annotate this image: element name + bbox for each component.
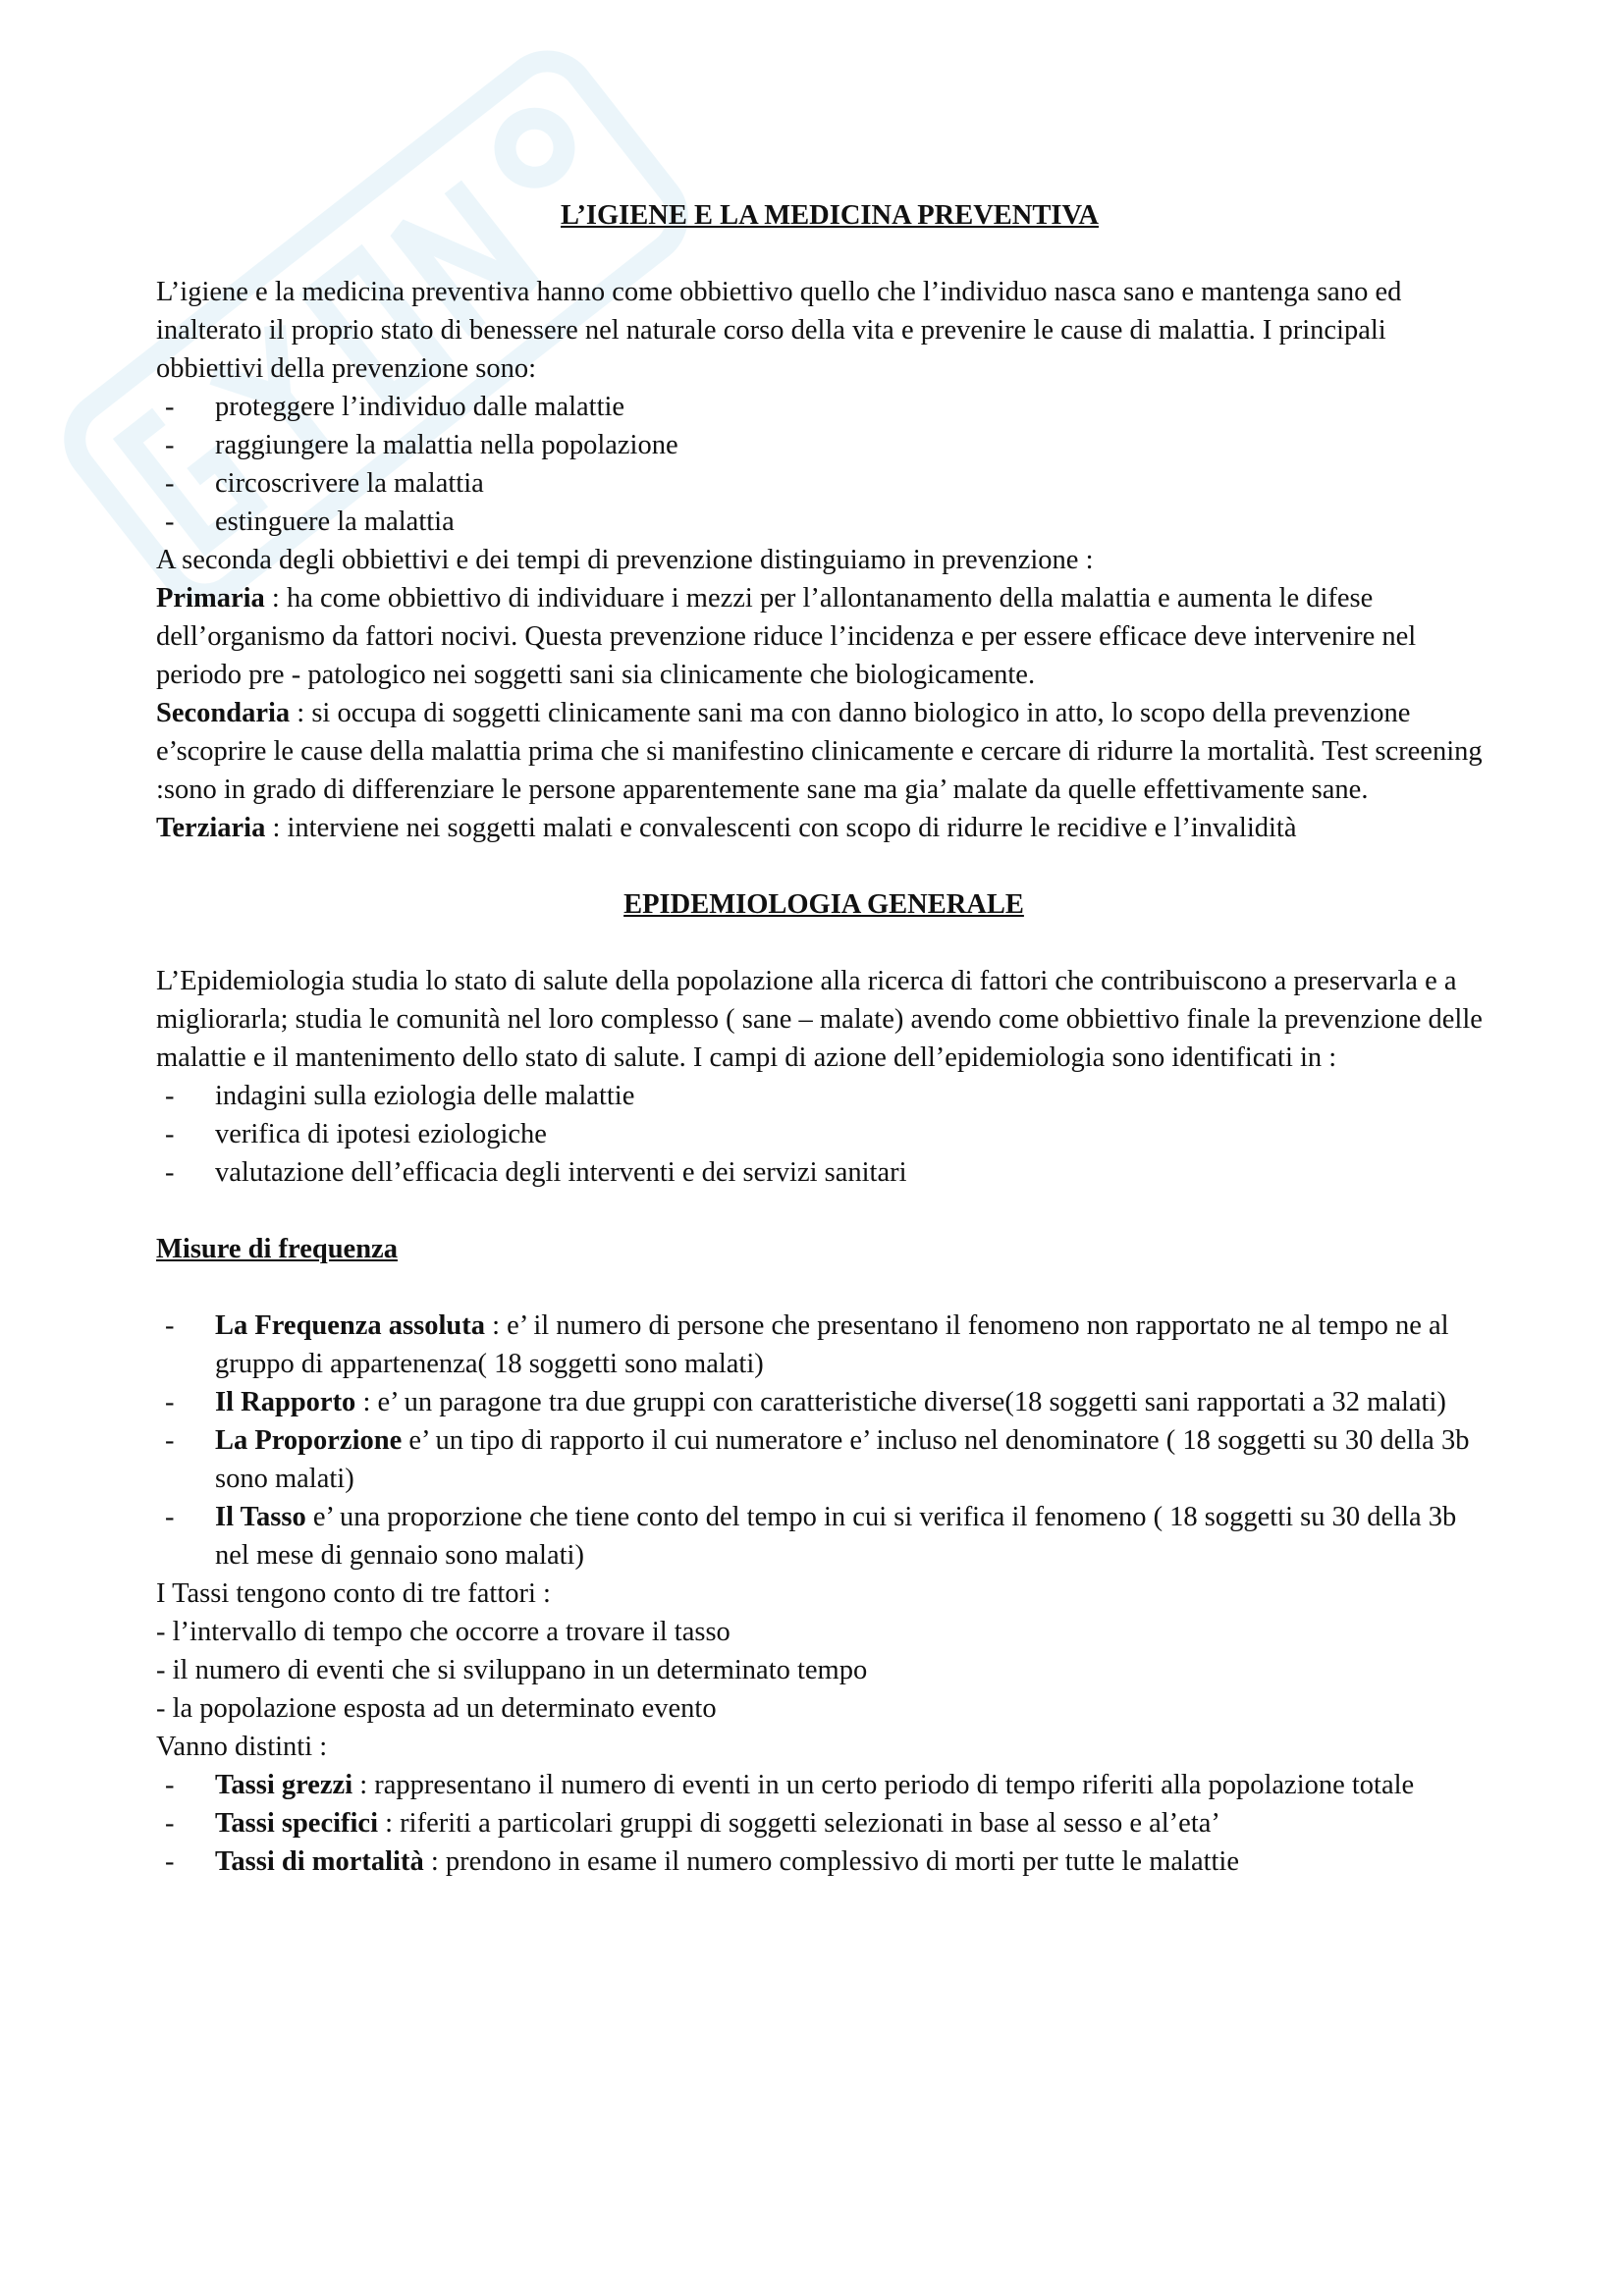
term-label: Terziaria	[156, 813, 266, 843]
list-item: - indagini sulla eziologia delle malattie	[156, 1077, 1491, 1115]
factor-line: - l’intervallo di tempo che occorre a trovare il tasso	[156, 1617, 730, 1647]
paragraph-epidemiologia-intro: L’Epidemiologia studia lo stato di salute della popolazione alla ricerca di fattori che contribuiscono a preservarla e a migliorarla; studia le comunità nel loro complesso ( sane – malate) avendo come obbiettivo finale la prevenzione delle malattie e il mantenimento dello stato di salute. I campi di azione dell’epidemiologia sono identificati in :	[156, 966, 1483, 1073]
document-body	[156, 196, 1491, 1881]
paragraph-distinction: A seconda degli obbiettivi e dei tempi di prevenzione distinguiamo in prevenzione :	[156, 545, 1094, 575]
term-text: : e’ un paragone tra due gruppi con caratteristiche diverse(18 soggetti sani rapportati a 32 malati)	[355, 1387, 1446, 1417]
list-item	[156, 1421, 1491, 1498]
rate-types-list	[156, 1766, 1491, 1881]
term-label: La Proporzione	[215, 1425, 403, 1456]
factor-line: - la popolazione esposta ad un determinato evento	[156, 1693, 717, 1724]
term-text: : ha come obbiettivo di individuare i mezzi per l’allontanamento della malattia e aumenta le difese dell’organismo da fattori nocivi. Questa prevenzione riduce l’incidenza e per essere efficace deve intervenire nel periodo pre - patologico nei soggetti sani sia clinicamente che biologicamente.	[156, 583, 1417, 690]
term-text: : si occupa di soggetti clinicamente sani ma con danno biologico in atto, lo scopo della prevenzione e’scoprire le cause della malattia prima che si manifestino clinicamente e cercare di ridurre la mortalità. Test screening :sono in grado di differenziare le persone apparentemente sane ma gia’ malate da quelle effettivamente sane.	[156, 698, 1483, 805]
list-item: - raggiungere la malattia nella popolazione	[156, 426, 1491, 464]
term-label: La Frequenza assoluta	[215, 1310, 485, 1341]
prevention-primaria	[156, 579, 1491, 694]
factor-line: - il numero di eventi che si sviluppano in un determinato tempo	[156, 1655, 868, 1685]
paragraph-tassi-intro: I Tassi tengono conto di tre fattori :	[156, 1578, 551, 1609]
list-item	[156, 1307, 1491, 1383]
term-label: Secondaria	[156, 698, 291, 728]
term-label: Il Rapporto	[215, 1387, 356, 1417]
fields-list	[156, 1077, 1491, 1192]
list-item	[156, 1804, 1491, 1842]
list-item: - verifica di ipotesi eziologiche	[156, 1115, 1491, 1153]
prevention-secondaria	[156, 694, 1491, 809]
term-text: : interviene nei soggetti malati e convalescenti con scopo di ridurre le recidive e l’invalidità	[265, 813, 1297, 843]
term-label: Tassi di mortalità	[215, 1846, 424, 1877]
list-item: - estinguere la malattia	[156, 503, 1491, 541]
paragraph-igiene-intro: L’igiene e la medicina preventiva hanno come obbiettivo quello che l’individuo nasca sano e mantenga sano ed inalterato il proprio stato di benessere nel naturale corso della vita e prevenire le cause di malattia. I principali obbiettivi della prevenzione sono:	[156, 277, 1402, 384]
list-item	[156, 1383, 1491, 1421]
list-item	[156, 1498, 1491, 1575]
section-title-igiene: L’IGIENE E LA MEDICINA PREVENTIVA	[561, 200, 1099, 231]
measures-list	[156, 1307, 1491, 1575]
prevention-terziaria	[156, 809, 1491, 847]
term-label: Tassi specifici	[215, 1808, 379, 1839]
objectives-list	[156, 388, 1491, 541]
term-label: Tassi grezzi	[215, 1770, 353, 1800]
section-title-epidemiologia: EPIDEMIOLOGIA GENERALE	[623, 889, 1024, 920]
list-item: - valutazione dell’efficacia degli interventi e dei servizi sanitari	[156, 1153, 1491, 1192]
term-text: : prendono in esame il numero complessivo di morti per tutte le malattie	[423, 1846, 1239, 1877]
term-text: : riferiti a particolari gruppi di soggetti selezionati in base al sesso e al’eta’	[378, 1808, 1220, 1839]
list-item: - proteggere l’individuo dalle malattie	[156, 388, 1491, 426]
paragraph-distinti: Vanno distinti :	[156, 1732, 328, 1762]
term-label: Il Tasso	[215, 1502, 306, 1532]
subheading-misure: Misure di frequenza	[156, 1234, 398, 1264]
list-item: - circoscrivere la malattia	[156, 464, 1491, 503]
list-item	[156, 1766, 1491, 1804]
term-text: : rappresentano il numero di eventi in un certo periodo di tempo riferiti alla popolazione totale	[352, 1770, 1415, 1800]
term-label: Primaria	[156, 583, 265, 614]
list-item	[156, 1842, 1491, 1881]
term-text: e’ una proporzione che tiene conto del tempo in cui si verifica il fenomeno ( 18 soggetti su 30 della 3b nel mese di gennaio sono malati)	[215, 1502, 1457, 1571]
term-text: e’ un tipo di rapporto il cui numeratore e’ incluso nel denominatore ( 18 soggetti su 30 della 3b sono malati)	[215, 1425, 1470, 1494]
term-text: : e’ il numero di persone che presentano il fenomeno non rapportato ne al tempo ne al gruppo di appartenenza( 18 soggetti sono malati)	[215, 1310, 1449, 1379]
